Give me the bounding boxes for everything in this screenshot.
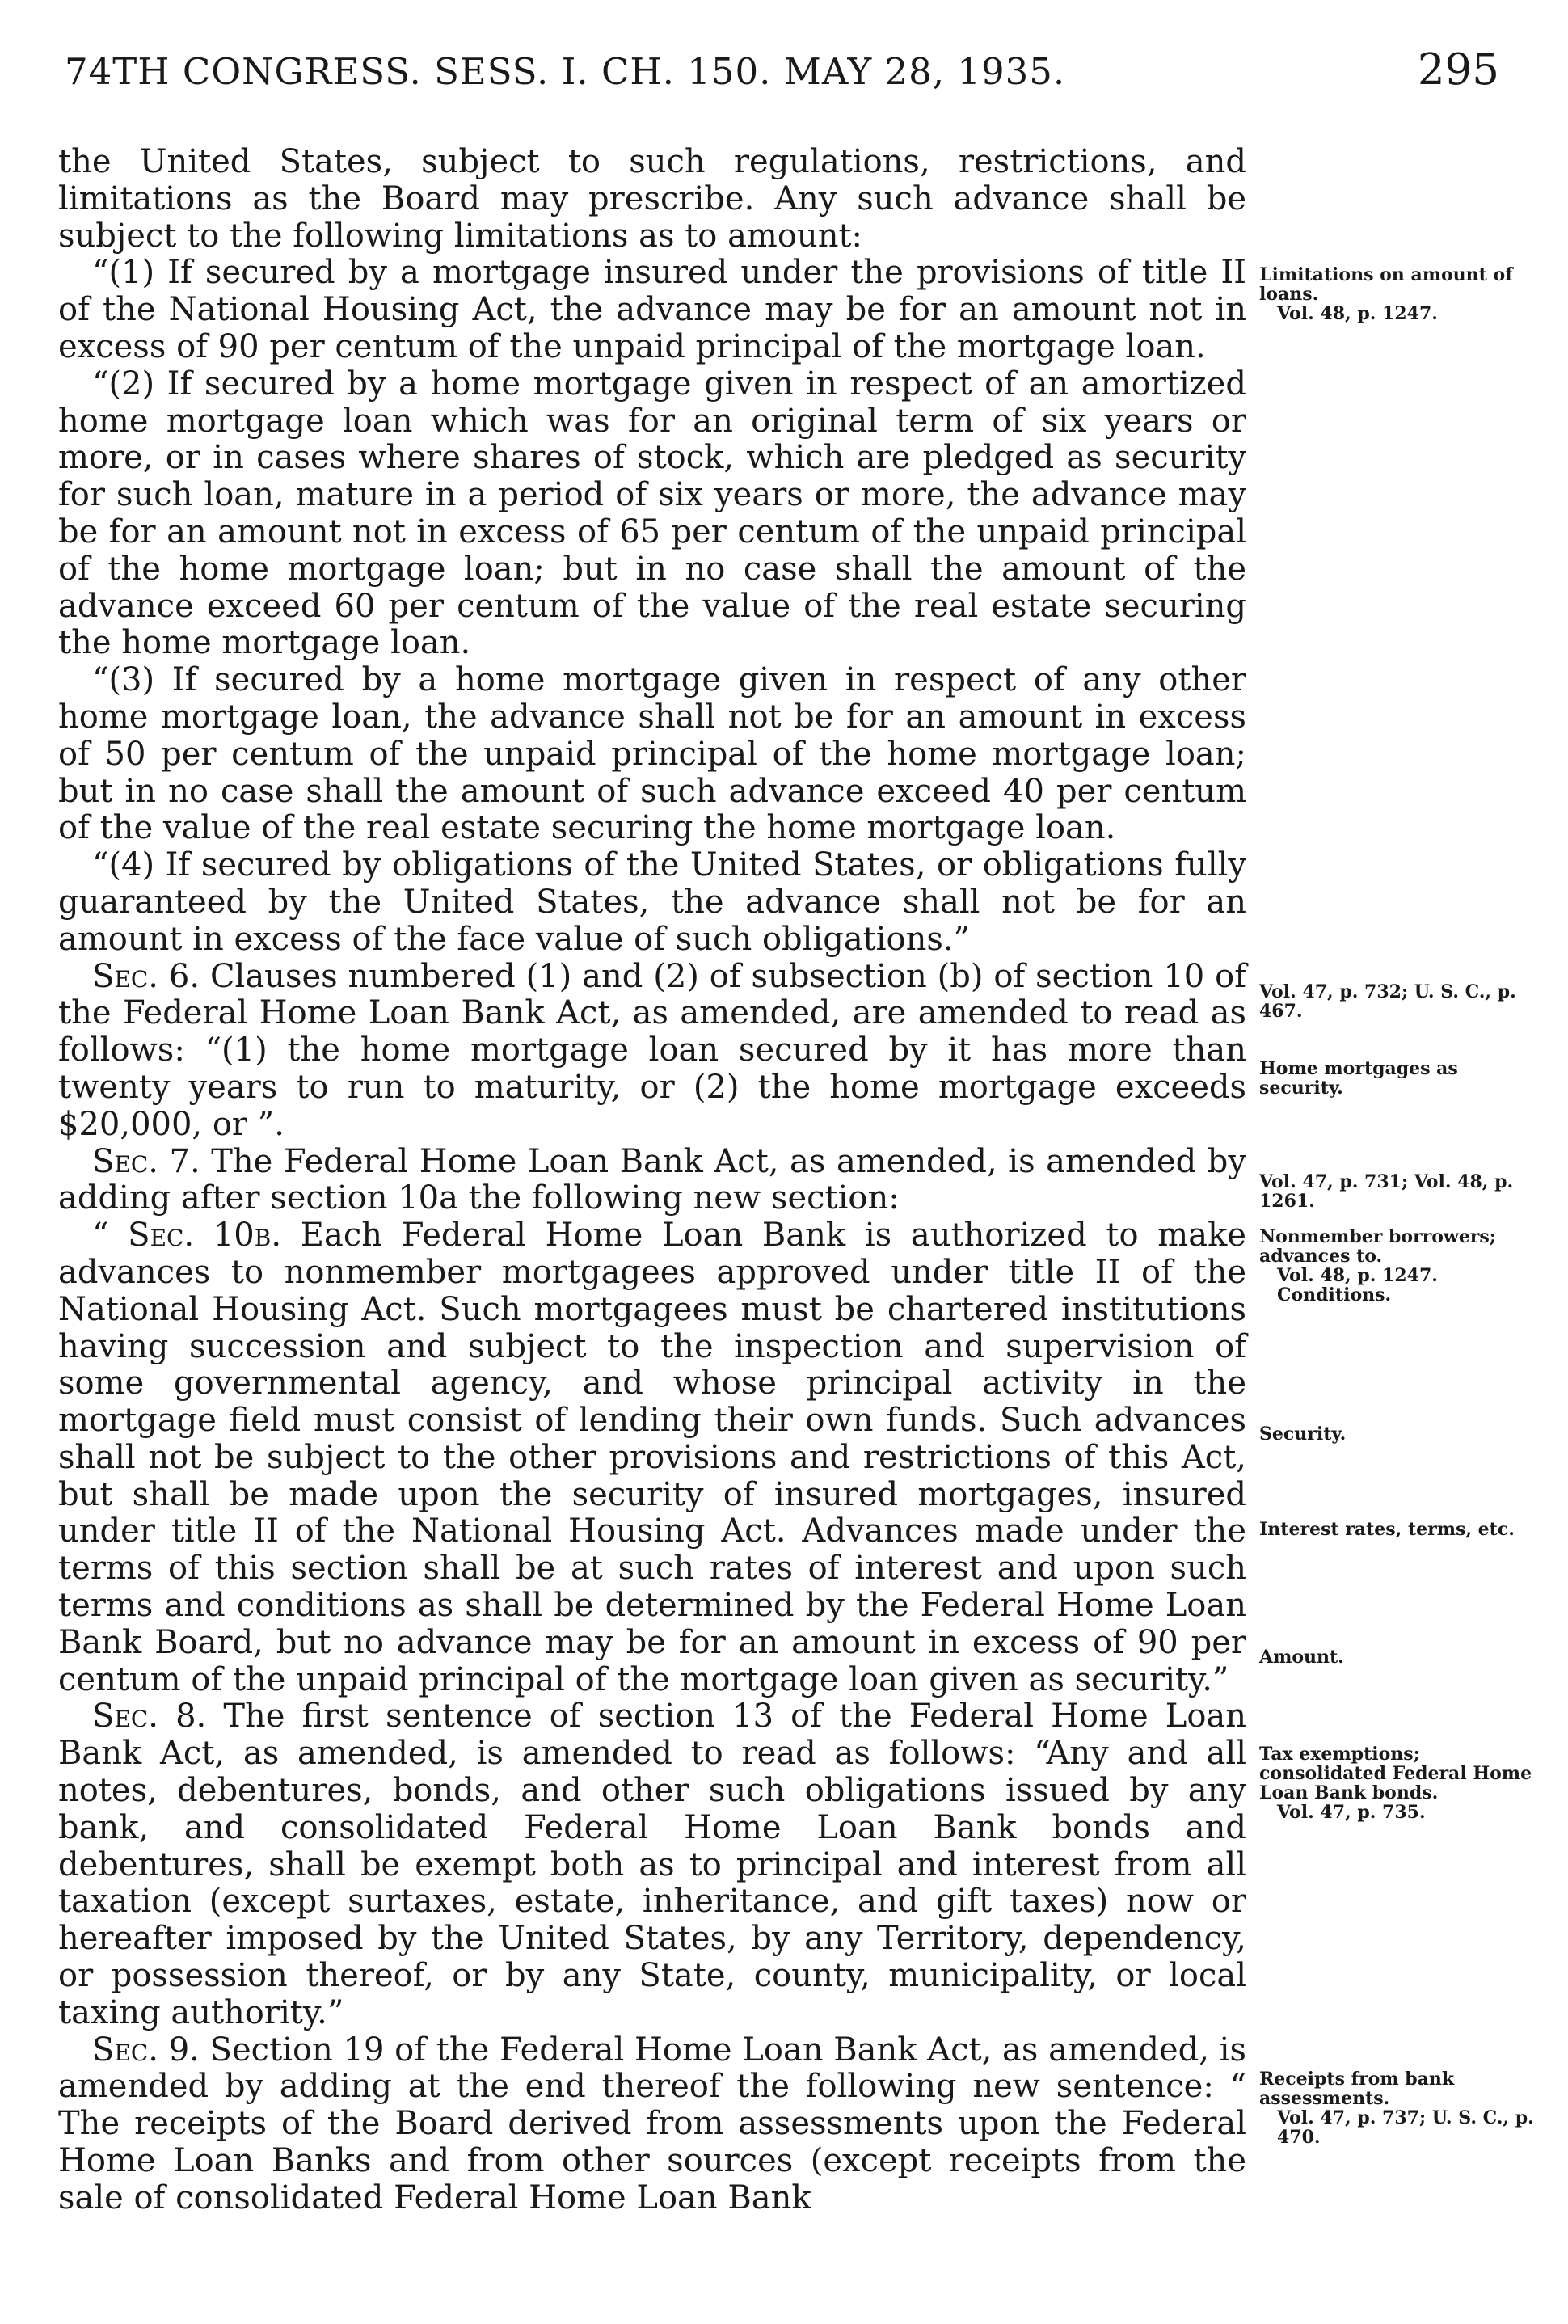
- section-label: Sec. 6.: [92, 957, 200, 995]
- running-head: 74TH CONGRESS. SESS. I. CH. 150. MAY 28, 1935.: [65, 50, 1066, 93]
- section-8: [58, 1698, 1246, 2031]
- section-text: The first sentence of section 13 of the Federal Home Loan Bank Act, as amended, is amended to read as follows: “Any and all notes, debentures, bonds, and other such obligations issued by any bank, and consolidated Federal Home Loan Bank bonds and debentures, shall be exempt both as to principal and interest from all taxation (except surtaxes, estate, inheritance, and gift taxes) now or hereafter imposed by the United States, by any Territory, dependency, or possession thereof, or by any State, county, municipality, or local taxing authority.”: [58, 1698, 1247, 2031]
- section-7: [58, 1144, 1246, 1218]
- margin-note-limitations: [1259, 265, 1534, 323]
- margin-note-ref: Vol. 47, p. 737; U. S. C., p. 470.: [1277, 2107, 1534, 2148]
- section-text: Section 19 of the Federal Home Loan Bank Act, as amended, is amended by adding at the end thereof the following new sentence: “ The receipts of the Board derived from assessments upon the Federal Home Loan Banks and from other sources (except receipts from the sale of consolidated Federal Home Loan Bank: [58, 2031, 1247, 2216]
- paragraph-limitation-2: “(2) If secured by a home mortgage given in respect of an amortized home mortgage loan which was for an original term of six years or more, or in cases where shares of stock, which are pledged as security for such loan, mature in a period of six years or more, the advance may be for an amount not in excess of 65 per centum of the unpaid principal of the home mortgage loan; but in no case shall the amount of the advance exceed 60 per centum of the value of the real estate securing the home mortgage loan.: [58, 365, 1246, 662]
- margin-note-interest: Interest rates, terms, etc.: [1259, 1519, 1515, 1540]
- section-9: [58, 2032, 1246, 2217]
- section-6: [58, 959, 1246, 1144]
- margin-note-home-mortgages: Home mortgages as security.: [1259, 1058, 1458, 1099]
- paragraph-limitation-1: “(1) If secured by a mortgage insured under the provisions of title II of the National Housing Act, the advance may be for an amount not in excess of 90 per centum of the unpaid principal of the mortgage loan.: [58, 254, 1246, 365]
- margin-note-sub: Conditions.: [1277, 1284, 1392, 1305]
- margin-note-ref: Vol. 47, p. 735.: [1277, 1802, 1426, 1823]
- paragraph-limitation-3: “(3) If secured by a home mortgage given in respect of any other home mortgage loan, the advance shall not be for an amount in excess of 50 per centum of the unpaid principal of the home mortgage loan; but in no case shall the amount of such advance exceed 40 per centum of the value of the real estate securing the home mortgage loan.: [58, 661, 1246, 847]
- margin-note-receipts: [1259, 2069, 1534, 2147]
- section-label: Sec. 9.: [92, 2031, 200, 2069]
- margin-note-text: Receipts from bank assessments.: [1259, 2069, 1455, 2109]
- margin-note-text: Nonmember borrowers; advances to.: [1259, 1226, 1496, 1267]
- section-label: Sec. 7.: [92, 1142, 200, 1180]
- section-text: Each Federal Home Loan Bank is authorized to make advances to nonmember mortgagees approved under title II of the National Housing Act. Such mortgagees must be chartered institutions having succession and subject to the inspection and supervision of some governmental agency, and whose principal activity in the mortgage field must consist of lending their own funds. Such advances shall not be subject to the other provisions and restrictions of this Act, but shall be made upon the security of insured mortgages, insured under title II of the National Housing Act. Advances made under the terms of this section shall be at such rates of interest and upon such terms and conditions as shall be determined by the Federal Home Loan Bank Board, but no advance may be for an amount in excess of 90 per centum of the unpaid principal of the mortgage loan given as security.”: [58, 1217, 1246, 1698]
- margin-note-ref: Vol. 48, p. 1247.: [1277, 1265, 1438, 1286]
- body-text: [58, 144, 1246, 2217]
- margin-note-ref: Vol. 48, p. 1247.: [1277, 303, 1438, 324]
- margin-note-security: Security.: [1259, 1424, 1347, 1445]
- section-10b: [58, 1217, 1246, 1698]
- margin-note-citation: Vol. 47, p. 731; Vol. 48, p. 1261.: [1259, 1171, 1514, 1212]
- margin-note-amount: Amount.: [1259, 1647, 1344, 1668]
- section-text: Clauses numbered (1) and (2) of subsection (b) of section 10 of the Federal Home Loan Bank Act, as amended, are amended to read as follows: “(1) the home mortgage loan secured by it has more than twenty years to run to maturity, or (2) the home mortgage exceeds $20,000, or ”.: [58, 957, 1247, 1143]
- page-number: 295: [1417, 45, 1499, 95]
- section-text: The Federal Home Loan Bank Act, as amended, is amended by adding after section 10a the following new section:: [58, 1142, 1246, 1217]
- margin-note-text: Tax exemptions; consolidated Federal Home Loan Bank bonds.: [1259, 1744, 1532, 1803]
- section-label: Sec. 8.: [92, 1698, 207, 1736]
- margin-note-tax-exemptions: [1259, 1744, 1534, 1822]
- paragraph: the United States, subject to such regulations, restrictions, and limitations as the Board may prescribe. Any such advance shall be subject to the following limitations as to amount:: [58, 143, 1246, 255]
- paragraph-limitation-4: “(4) If secured by obligations of the United States, or obligations fully guaranteed by the United States, the advance shall not be for an amount in excess of the face value of such obligations.”: [58, 846, 1246, 958]
- section-label: “ Sec. 10b.: [92, 1217, 282, 1255]
- margin-note-text: Limitations on amount of loans.: [1259, 264, 1513, 305]
- margin-note-nonmember: [1259, 1227, 1534, 1305]
- page-header: [65, 45, 1499, 107]
- margin-note-citation: Vol. 47, p. 732; U. S. C., p. 467.: [1259, 981, 1516, 1022]
